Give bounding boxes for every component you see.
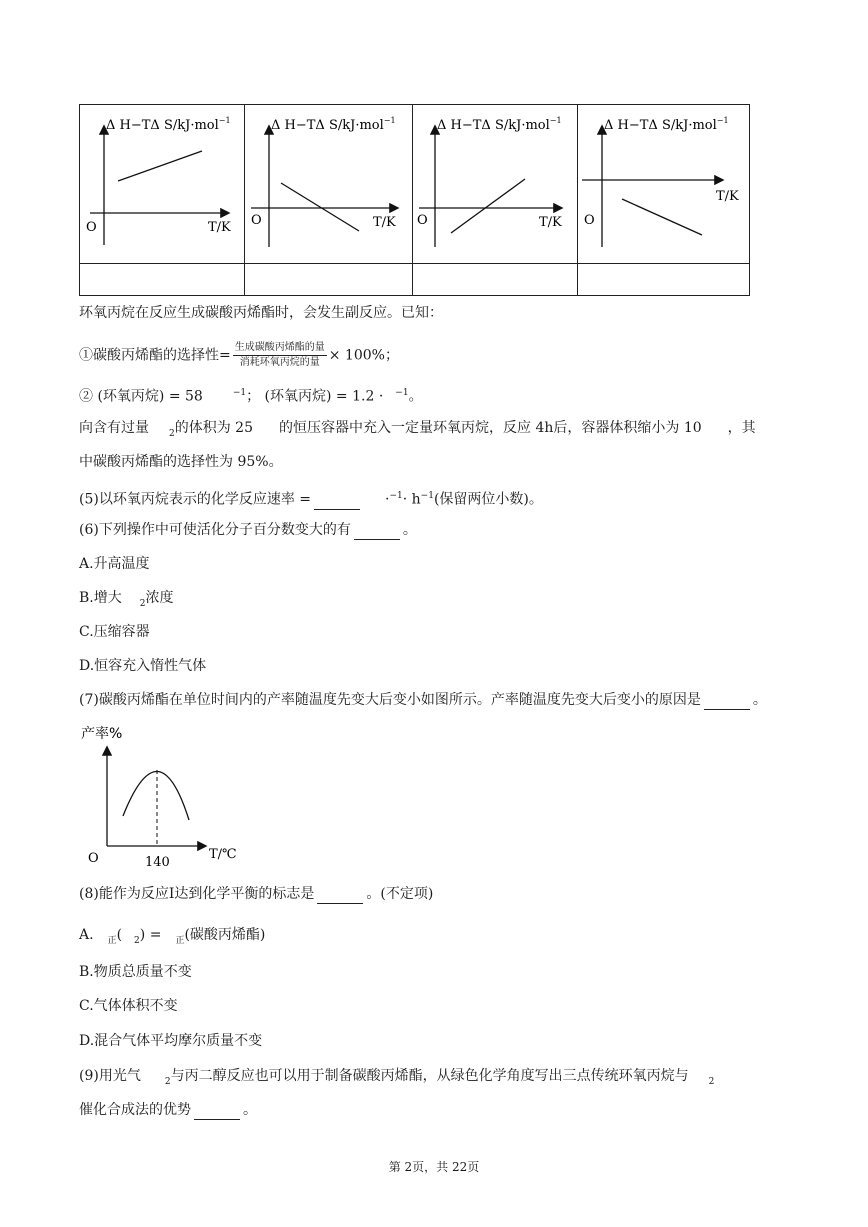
option-6c: C.压缩容器 (79, 624, 150, 640)
graph-3-line (451, 179, 525, 233)
graph-3 (413, 105, 578, 263)
option-8c: C.气体体积不变 (79, 998, 178, 1014)
option-8a: A. $_正$( $_2$) = $_正$(碳酸丙烯酯) (79, 927, 266, 946)
svg-text:T/℃: T/℃ (209, 847, 237, 862)
option-8d: D.混合气体平均摩尔质量不变 (79, 1033, 263, 1049)
svg-text:Δ H−TΔ S/kJ·mol−1: Δ H−TΔ S/kJ·mol$^{-1}$ (271, 116, 396, 133)
question-8: (8)能作为反应I达到化学平衡的标志是 。(不定项) (79, 886, 434, 902)
question-9-line-1: (9)用光气 $_2$与丙二醇反应也可以用于制备碳酸丙烯酯，从绿色化学角度写出三点传统环氧丙烷与 $_2$ (79, 1068, 715, 1087)
graph-1 (80, 105, 245, 263)
graph-4-line (622, 199, 702, 235)
answer-blank-6[interactable] (354, 525, 400, 540)
svg-text:O: O (584, 213, 595, 228)
svg-text:Δ H−TΔ S/kJ·mol−1: Δ H−TΔ S/kJ·mol$^{-1}$ (106, 116, 231, 133)
option-8b: B.物质总质量不变 (79, 964, 192, 980)
answer-cell-3 (413, 264, 578, 296)
selectivity-formula: ①碳酸丙烯酯的选择性= $\frac{\text{生成碳酸丙烯酯的量}}{\text{消耗环氧丙烷的量}}$ × 100%； (79, 342, 399, 368)
question-5: (5)以环氧丙烷表示的化学反应速率 = $\cdot^{-1}\cdot h^{-1}$(保留两位小数)。 (79, 491, 543, 508)
answer-cell-4 (578, 264, 750, 296)
intro-text: 环氧丙烷在反应生成碳酸丙烯酯时，会发生副反应。已知： (79, 305, 443, 321)
answer-blank-9[interactable] (194, 1105, 240, 1120)
graph-4 (578, 105, 750, 263)
page-footer: 第 2页，共 22页 (388, 1160, 480, 1174)
svg-text:O: O (417, 213, 428, 228)
peak-tick-label: 140 (145, 855, 170, 870)
svg-text:T/K: T/K (716, 189, 739, 204)
graph-2-line (281, 183, 359, 231)
answer-blank-7[interactable] (704, 695, 750, 710)
yield-curve (123, 771, 189, 820)
question-6: (6)下列操作中可使活化分子百分数变大的有 。 (79, 522, 417, 538)
fraction: $\frac{\text{生成碳酸丙烯酯的量}}{\text{消耗环氧丙烷的量}}$ (234, 342, 325, 368)
chart2-ylabel: 产率% (81, 726, 123, 742)
graph-cell-2 (245, 105, 413, 264)
question-7: (7)碳酸丙烯酯在单位时间内的产率随温度先变大后变小如图所示。产率随温度先变大后变小的原因是 。 (79, 692, 767, 708)
graph-cell-3 (413, 105, 578, 264)
paragraph-line-2: 中碳酸丙烯酯的选择性为 95%。 (79, 454, 283, 470)
svg-text:O: O (251, 213, 262, 228)
given-values: ② (环氧丙烷) = 58 $^{-1}$； (环氧丙烷) = 1.2 · $^{-1}$。 (79, 388, 423, 405)
answer-blank-5[interactable] (314, 495, 360, 510)
answer-cell-2 (245, 264, 413, 296)
graph-2 (245, 105, 413, 263)
paragraph-line-1: 向含有过量 $_2$的体积为 25 的恒压容器中充入一定量环氧丙烷，反应 4h后，容器体积缩小为 10 ，其 (79, 420, 756, 439)
svg-text:Δ H−TΔ S/kJ·mol−1: Δ H−TΔ S/kJ·mol$^{-1}$ (604, 116, 729, 133)
yield-temperature-chart (79, 720, 259, 870)
graph-table (79, 104, 750, 296)
svg-text:T/K: T/K (208, 220, 231, 235)
question-9-line-2: 催化合成法的优势 。 (79, 1102, 257, 1118)
svg-text:T/K: T/K (373, 215, 396, 230)
option-6d: D.恒容充入惰性气体 (79, 658, 207, 674)
graph-cell-1 (80, 105, 245, 264)
option-6a: A.升高温度 (79, 556, 150, 572)
svg-text:Δ H−TΔ S/kJ·mol−1: Δ H−TΔ S/kJ·mol$^{-1}$ (437, 116, 562, 133)
svg-text:T/K: T/K (539, 215, 562, 230)
svg-text:O: O (88, 851, 99, 866)
graph-1-line (118, 151, 202, 181)
answer-cell-1 (80, 264, 245, 296)
option-6b: B.增大 $_2$浓度 (79, 590, 174, 609)
graph-cell-4 (578, 105, 750, 264)
answer-blank-8[interactable] (317, 889, 363, 904)
svg-text:O: O (86, 220, 97, 235)
